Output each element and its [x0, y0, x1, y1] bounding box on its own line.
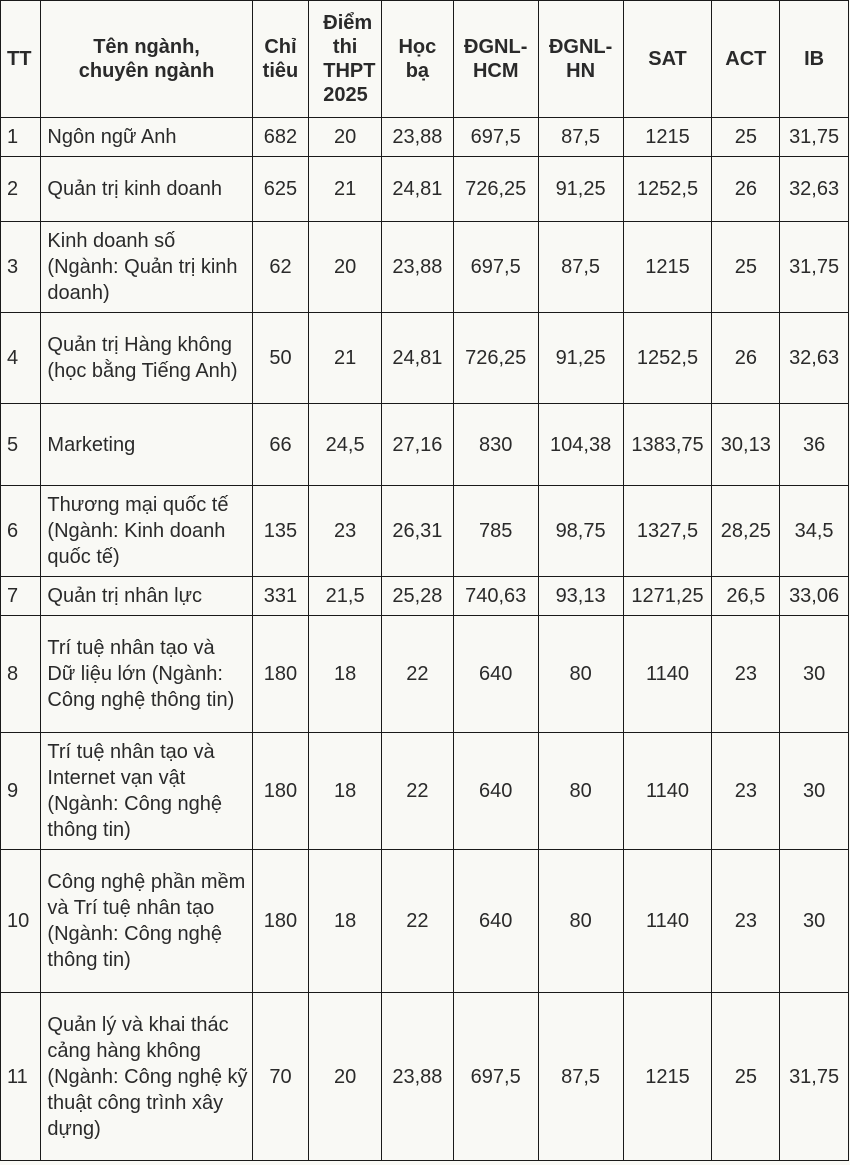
cell-dgnl-hcm: 830	[453, 404, 538, 486]
header-quota: Chỉ tiêu	[252, 1, 309, 118]
cell-quota: 625	[252, 157, 309, 222]
header-name: Tên ngành, chuyên ngành	[41, 1, 252, 118]
cell-hocba: 27,16	[382, 404, 454, 486]
cell-hocba: 22	[382, 616, 454, 733]
cell-dgnl-hcm: 785	[453, 486, 538, 577]
cell-name: Quản trị nhân lực	[41, 577, 252, 616]
cell-quota: 682	[252, 118, 309, 157]
cell-dgnl-hn: 87,5	[538, 118, 623, 157]
cell-tt: 2	[1, 157, 41, 222]
table-row	[1, 157, 849, 222]
header-dgnl-hn: ĐGNL-HN	[538, 1, 623, 118]
cell-dgnl-hn: 91,25	[538, 157, 623, 222]
cell-dgnl-hn: 91,25	[538, 313, 623, 404]
cell-ib: 33,06	[780, 577, 849, 616]
cell-quota: 135	[252, 486, 309, 577]
cell-thpt: 18	[309, 850, 382, 993]
cell-sat: 1215	[623, 993, 712, 1161]
cell-act: 26,5	[712, 577, 780, 616]
cell-dgnl-hcm: 726,25	[453, 157, 538, 222]
cell-dgnl-hn: 80	[538, 850, 623, 993]
cell-tt: 11	[1, 993, 41, 1161]
header-row	[1, 1, 849, 118]
cell-dgnl-hcm: 640	[453, 733, 538, 850]
cell-ib: 32,63	[780, 313, 849, 404]
cell-thpt: 24,5	[309, 404, 382, 486]
cell-thpt: 21	[309, 313, 382, 404]
cell-dgnl-hcm: 726,25	[453, 313, 538, 404]
table-row	[1, 577, 849, 616]
cell-act: 26	[712, 313, 780, 404]
cell-dgnl-hcm: 697,5	[453, 222, 538, 313]
cell-dgnl-hn: 104,38	[538, 404, 623, 486]
cell-act: 30,13	[712, 404, 780, 486]
cell-quota: 331	[252, 577, 309, 616]
cell-ib: 30	[780, 616, 849, 733]
table-row	[1, 404, 849, 486]
table-row	[1, 486, 849, 577]
table-row	[1, 313, 849, 404]
cell-thpt: 21,5	[309, 577, 382, 616]
cell-dgnl-hn: 87,5	[538, 993, 623, 1161]
cell-ib: 34,5	[780, 486, 849, 577]
cell-dgnl-hn: 80	[538, 733, 623, 850]
cell-name: Quản trị kinh doanh	[41, 157, 252, 222]
cell-act: 25	[712, 222, 780, 313]
table-body	[1, 118, 849, 1161]
cell-hocba: 24,81	[382, 313, 454, 404]
cell-ib: 30	[780, 733, 849, 850]
cell-quota: 50	[252, 313, 309, 404]
cell-ib: 36	[780, 404, 849, 486]
cell-act: 26	[712, 157, 780, 222]
cell-act: 23	[712, 733, 780, 850]
table-row	[1, 850, 849, 993]
cell-sat: 1383,75	[623, 404, 712, 486]
cell-sat: 1252,5	[623, 157, 712, 222]
cell-sat: 1252,5	[623, 313, 712, 404]
cell-thpt: 20	[309, 118, 382, 157]
cell-quota: 62	[252, 222, 309, 313]
table-row	[1, 222, 849, 313]
cell-tt: 7	[1, 577, 41, 616]
cell-tt: 1	[1, 118, 41, 157]
cell-name: Thương mại quốc tế (Ngành: Kinh doanh quốc tế)	[41, 486, 252, 577]
table-row	[1, 118, 849, 157]
cell-dgnl-hn: 87,5	[538, 222, 623, 313]
cell-quota: 180	[252, 733, 309, 850]
cell-name: Công nghệ phần mềm và Trí tuệ nhân tạo (Ngành: Công nghệ thông tin)	[41, 850, 252, 993]
cell-name: Trí tuệ nhân tạo và Dữ liệu lớn (Ngành: Công nghệ thông tin)	[41, 616, 252, 733]
cell-name: Kinh doanh số (Ngành: Quản trị kinh doanh)	[41, 222, 252, 313]
cell-sat: 1140	[623, 733, 712, 850]
cell-sat: 1140	[623, 850, 712, 993]
cell-tt: 4	[1, 313, 41, 404]
cell-dgnl-hn: 93,13	[538, 577, 623, 616]
cell-name: Trí tuệ nhân tạo và Internet vạn vật (Ngành: Công nghệ thông tin)	[41, 733, 252, 850]
table-row	[1, 993, 849, 1161]
cell-dgnl-hcm: 740,63	[453, 577, 538, 616]
cell-act: 23	[712, 616, 780, 733]
header-thpt: Điểm thi THPT 2025	[309, 1, 382, 118]
cell-tt: 3	[1, 222, 41, 313]
cell-thpt: 20	[309, 222, 382, 313]
cell-dgnl-hcm: 640	[453, 850, 538, 993]
cell-act: 25	[712, 993, 780, 1161]
cell-sat: 1215	[623, 222, 712, 313]
cell-tt: 8	[1, 616, 41, 733]
cell-hocba: 22	[382, 733, 454, 850]
cell-hocba: 24,81	[382, 157, 454, 222]
header-sat: SAT	[623, 1, 712, 118]
cell-tt: 5	[1, 404, 41, 486]
cell-sat: 1271,25	[623, 577, 712, 616]
cell-ib: 32,63	[780, 157, 849, 222]
cell-hocba: 25,28	[382, 577, 454, 616]
cell-ib: 31,75	[780, 222, 849, 313]
table-row	[1, 733, 849, 850]
cell-quota: 180	[252, 616, 309, 733]
cell-thpt: 20	[309, 993, 382, 1161]
cell-sat: 1215	[623, 118, 712, 157]
cell-name: Quản trị Hàng không (học bằng Tiếng Anh)	[41, 313, 252, 404]
cell-act: 23	[712, 850, 780, 993]
cell-quota: 180	[252, 850, 309, 993]
cell-quota: 66	[252, 404, 309, 486]
cell-dgnl-hn: 98,75	[538, 486, 623, 577]
cell-ib: 31,75	[780, 993, 849, 1161]
cell-dgnl-hn: 80	[538, 616, 623, 733]
cell-quota: 70	[252, 993, 309, 1161]
cell-hocba: 23,88	[382, 118, 454, 157]
cell-thpt: 18	[309, 616, 382, 733]
header-act: ACT	[712, 1, 780, 118]
cell-thpt: 18	[309, 733, 382, 850]
cell-name: Ngôn ngữ Anh	[41, 118, 252, 157]
cell-tt: 9	[1, 733, 41, 850]
cell-dgnl-hcm: 697,5	[453, 993, 538, 1161]
cell-hocba: 26,31	[382, 486, 454, 577]
cell-act: 28,25	[712, 486, 780, 577]
cell-hocba: 23,88	[382, 993, 454, 1161]
header-ib: IB	[780, 1, 849, 118]
cell-tt: 6	[1, 486, 41, 577]
cell-ib: 31,75	[780, 118, 849, 157]
header-dgnl-hcm: ĐGNL-HCM	[453, 1, 538, 118]
table-row	[1, 616, 849, 733]
cell-name: Quản lý và khai thác cảng hàng không (Ngành: Công nghệ kỹ thuật công trình xây dựng)	[41, 993, 252, 1161]
cell-name: Marketing	[41, 404, 252, 486]
cell-thpt: 21	[309, 157, 382, 222]
cell-sat: 1140	[623, 616, 712, 733]
cell-sat: 1327,5	[623, 486, 712, 577]
cell-ib: 30	[780, 850, 849, 993]
header-hocba: Học bạ	[382, 1, 454, 118]
header-tt: TT	[1, 1, 41, 118]
cell-hocba: 22	[382, 850, 454, 993]
cell-hocba: 23,88	[382, 222, 454, 313]
cell-thpt: 23	[309, 486, 382, 577]
cell-dgnl-hcm: 697,5	[453, 118, 538, 157]
cell-tt: 10	[1, 850, 41, 993]
cell-dgnl-hcm: 640	[453, 616, 538, 733]
cell-act: 25	[712, 118, 780, 157]
